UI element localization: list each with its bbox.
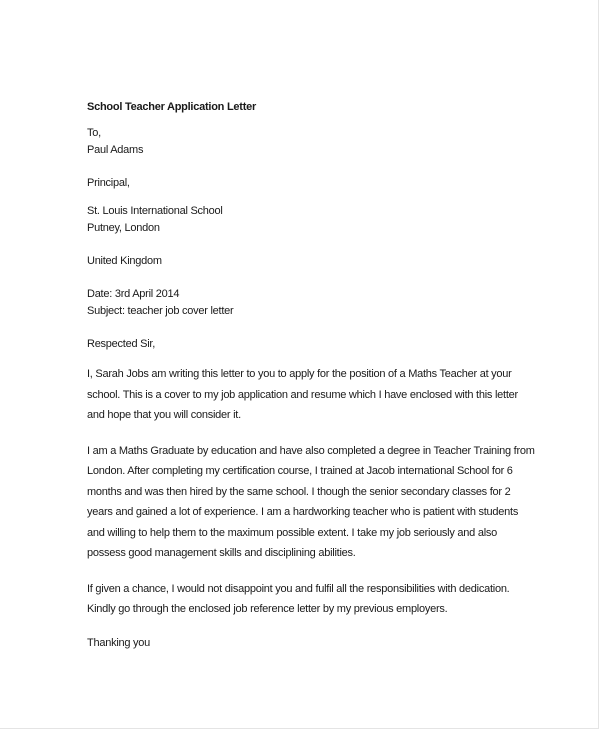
recipient-role: Principal, xyxy=(87,177,130,189)
salutation-block xyxy=(87,336,527,353)
paragraph-line: years and gained a lot of experience. I am a hardworking teacher who is patient with students xyxy=(87,506,519,518)
letter-date: Date: 3rd April 2014 xyxy=(87,288,180,300)
paragraph-line: If given a chance, I would not disappoint you and fulfil all the responsibilities with dedication. xyxy=(87,582,510,595)
paragraph-experience xyxy=(87,441,535,564)
paragraph-line: Kindly go through the enclosed job reference letter by my previous employers. xyxy=(87,603,448,615)
paragraph-line: I, Sarah Jobs am writing this letter to you to apply for the position of a Maths Teacher at your xyxy=(87,368,512,380)
paragraph-intro xyxy=(87,364,527,426)
paragraph-line: possess good management skills and disciplining abilities. xyxy=(87,547,356,559)
letter-title: School Teacher Application Letter xyxy=(87,101,257,113)
address-city: Putney, London xyxy=(87,222,160,234)
address-school: St. Louis International School xyxy=(87,205,223,217)
paragraph-line: London. After completing my certification course, I trained at Jacob international School for 6 xyxy=(87,465,513,477)
recipient-name: Paul Adams xyxy=(87,144,144,156)
country-block xyxy=(87,253,527,270)
closing-block xyxy=(87,635,527,652)
salutation: Respected Sir, xyxy=(87,338,156,350)
address-country: United Kingdom xyxy=(87,255,162,267)
paragraph-line: school. This is a cover to my job application and resume which I have enclosed with this letter xyxy=(87,388,518,401)
closing: Thanking you xyxy=(87,636,151,649)
paragraph-closing-request xyxy=(87,579,527,620)
recipient-block xyxy=(87,125,527,159)
paragraph-line: months and was then hired by the same school. I though the senior secondary classes for 2 xyxy=(87,485,511,498)
letter-subject: Subject: teacher job cover letter xyxy=(87,305,234,317)
paragraph-line: and hope that you will consider it. xyxy=(87,409,241,421)
to-line: To, xyxy=(87,127,101,139)
letter-body xyxy=(87,99,535,667)
paragraph-line: and willing to help them to the maximum possible extent. I take my job seriously and also xyxy=(87,526,498,539)
paragraph-line: I am a Maths Graduate by education and have also completed a degree in Teacher Training from xyxy=(87,444,535,457)
address-block xyxy=(87,203,527,237)
meta-block xyxy=(87,286,527,320)
recipient-role-block xyxy=(87,175,527,192)
